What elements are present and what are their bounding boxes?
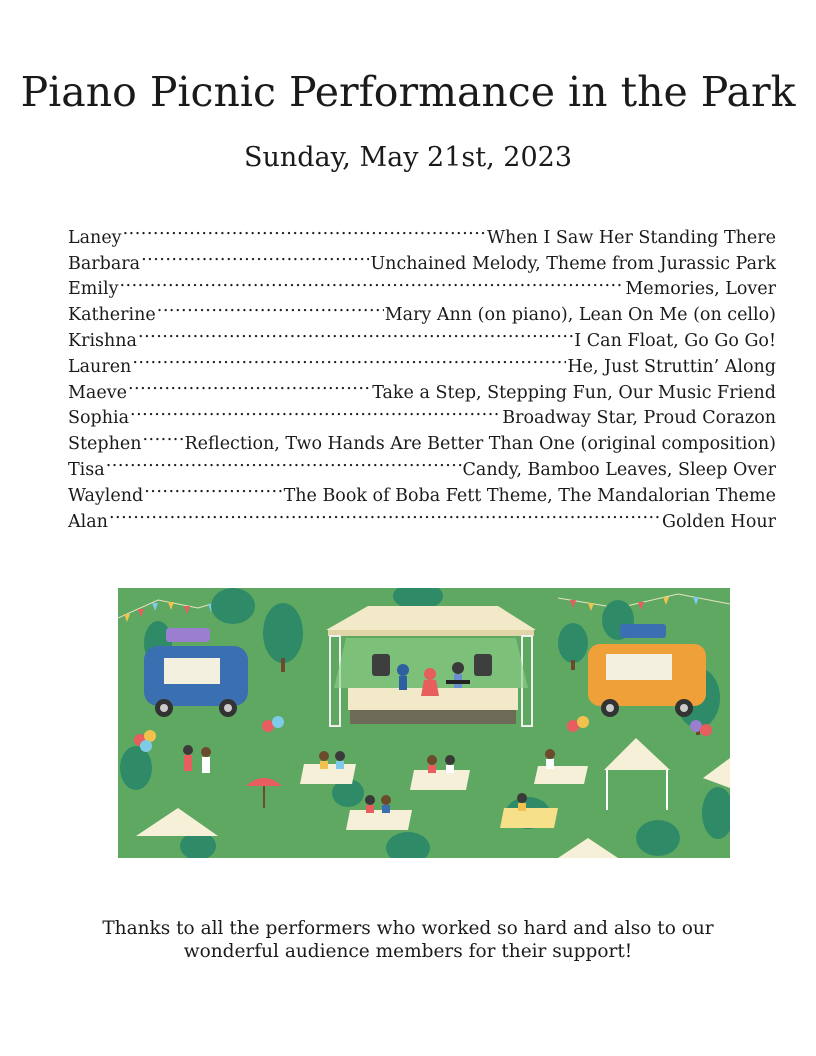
program-row bbox=[68, 217, 776, 248]
dot-leader bbox=[141, 243, 369, 269]
performer-name: Alan bbox=[68, 511, 108, 532]
performance-pieces: Broadway Star, Proud Corazon bbox=[502, 408, 776, 429]
performance-pieces: When I Saw Her Standing There bbox=[486, 227, 776, 248]
dot-leader bbox=[132, 346, 566, 372]
performance-pieces: I Can Float, Go Go Go! bbox=[574, 330, 776, 351]
thanks-note: Thanks to all the performers who worked so hard and also to our wonderful audience members for their support! bbox=[102, 918, 714, 962]
stage bbox=[326, 606, 536, 726]
dot-leader bbox=[123, 217, 486, 243]
dot-leader bbox=[157, 294, 384, 320]
dot-leader bbox=[144, 475, 282, 501]
event-date: Sunday, May 21st, 2023 bbox=[243, 142, 572, 173]
performance-pieces: Reflection, Two Hands Are Better Than One (original composition) bbox=[184, 434, 776, 455]
dot-leader bbox=[130, 398, 501, 424]
performer-name: Krishna bbox=[68, 330, 137, 351]
performance-pieces: Candy, Bamboo Leaves, Sleep Over bbox=[462, 459, 776, 480]
performer-name: Laney bbox=[68, 227, 122, 248]
performance-pieces: Take a Step, Stepping Fun, Our Music Friend bbox=[372, 382, 776, 403]
dot-leader bbox=[128, 372, 371, 398]
performer-name: Barbara bbox=[68, 253, 141, 274]
performer-name: Stephen bbox=[68, 434, 142, 455]
performer-name: Emily bbox=[68, 279, 119, 300]
performance-pieces: Golden Hour bbox=[662, 511, 776, 532]
performance-pieces: Mary Ann (on piano), Lean On Me (on cello) bbox=[384, 305, 776, 326]
dot-leader bbox=[142, 423, 183, 449]
performance-pieces: Unchained Melody, Theme from Jurassic Park bbox=[370, 253, 776, 274]
performer-name: Maeve bbox=[68, 382, 127, 403]
performer-name: Waylend bbox=[68, 485, 144, 506]
dot-leader bbox=[138, 320, 573, 346]
dot-leader bbox=[109, 501, 661, 527]
performer-name: Tisa bbox=[68, 459, 105, 480]
performance-pieces: The Book of Boba Fett Theme, The Mandalorian Theme bbox=[283, 485, 776, 506]
performer-name: Katherine bbox=[68, 305, 156, 326]
program-list bbox=[68, 217, 776, 532]
park-concert-illustration bbox=[118, 588, 730, 858]
performer-name: Lauren bbox=[68, 356, 132, 377]
performance-pieces: He, Just Struttin’ Along bbox=[567, 356, 776, 377]
page-title: Piano Picnic Performance in the Park bbox=[20, 68, 796, 116]
performance-pieces: Memories, Lover bbox=[625, 279, 776, 300]
dot-leader bbox=[106, 449, 462, 475]
dot-leader bbox=[119, 269, 624, 295]
performer-name: Sophia bbox=[68, 408, 130, 429]
